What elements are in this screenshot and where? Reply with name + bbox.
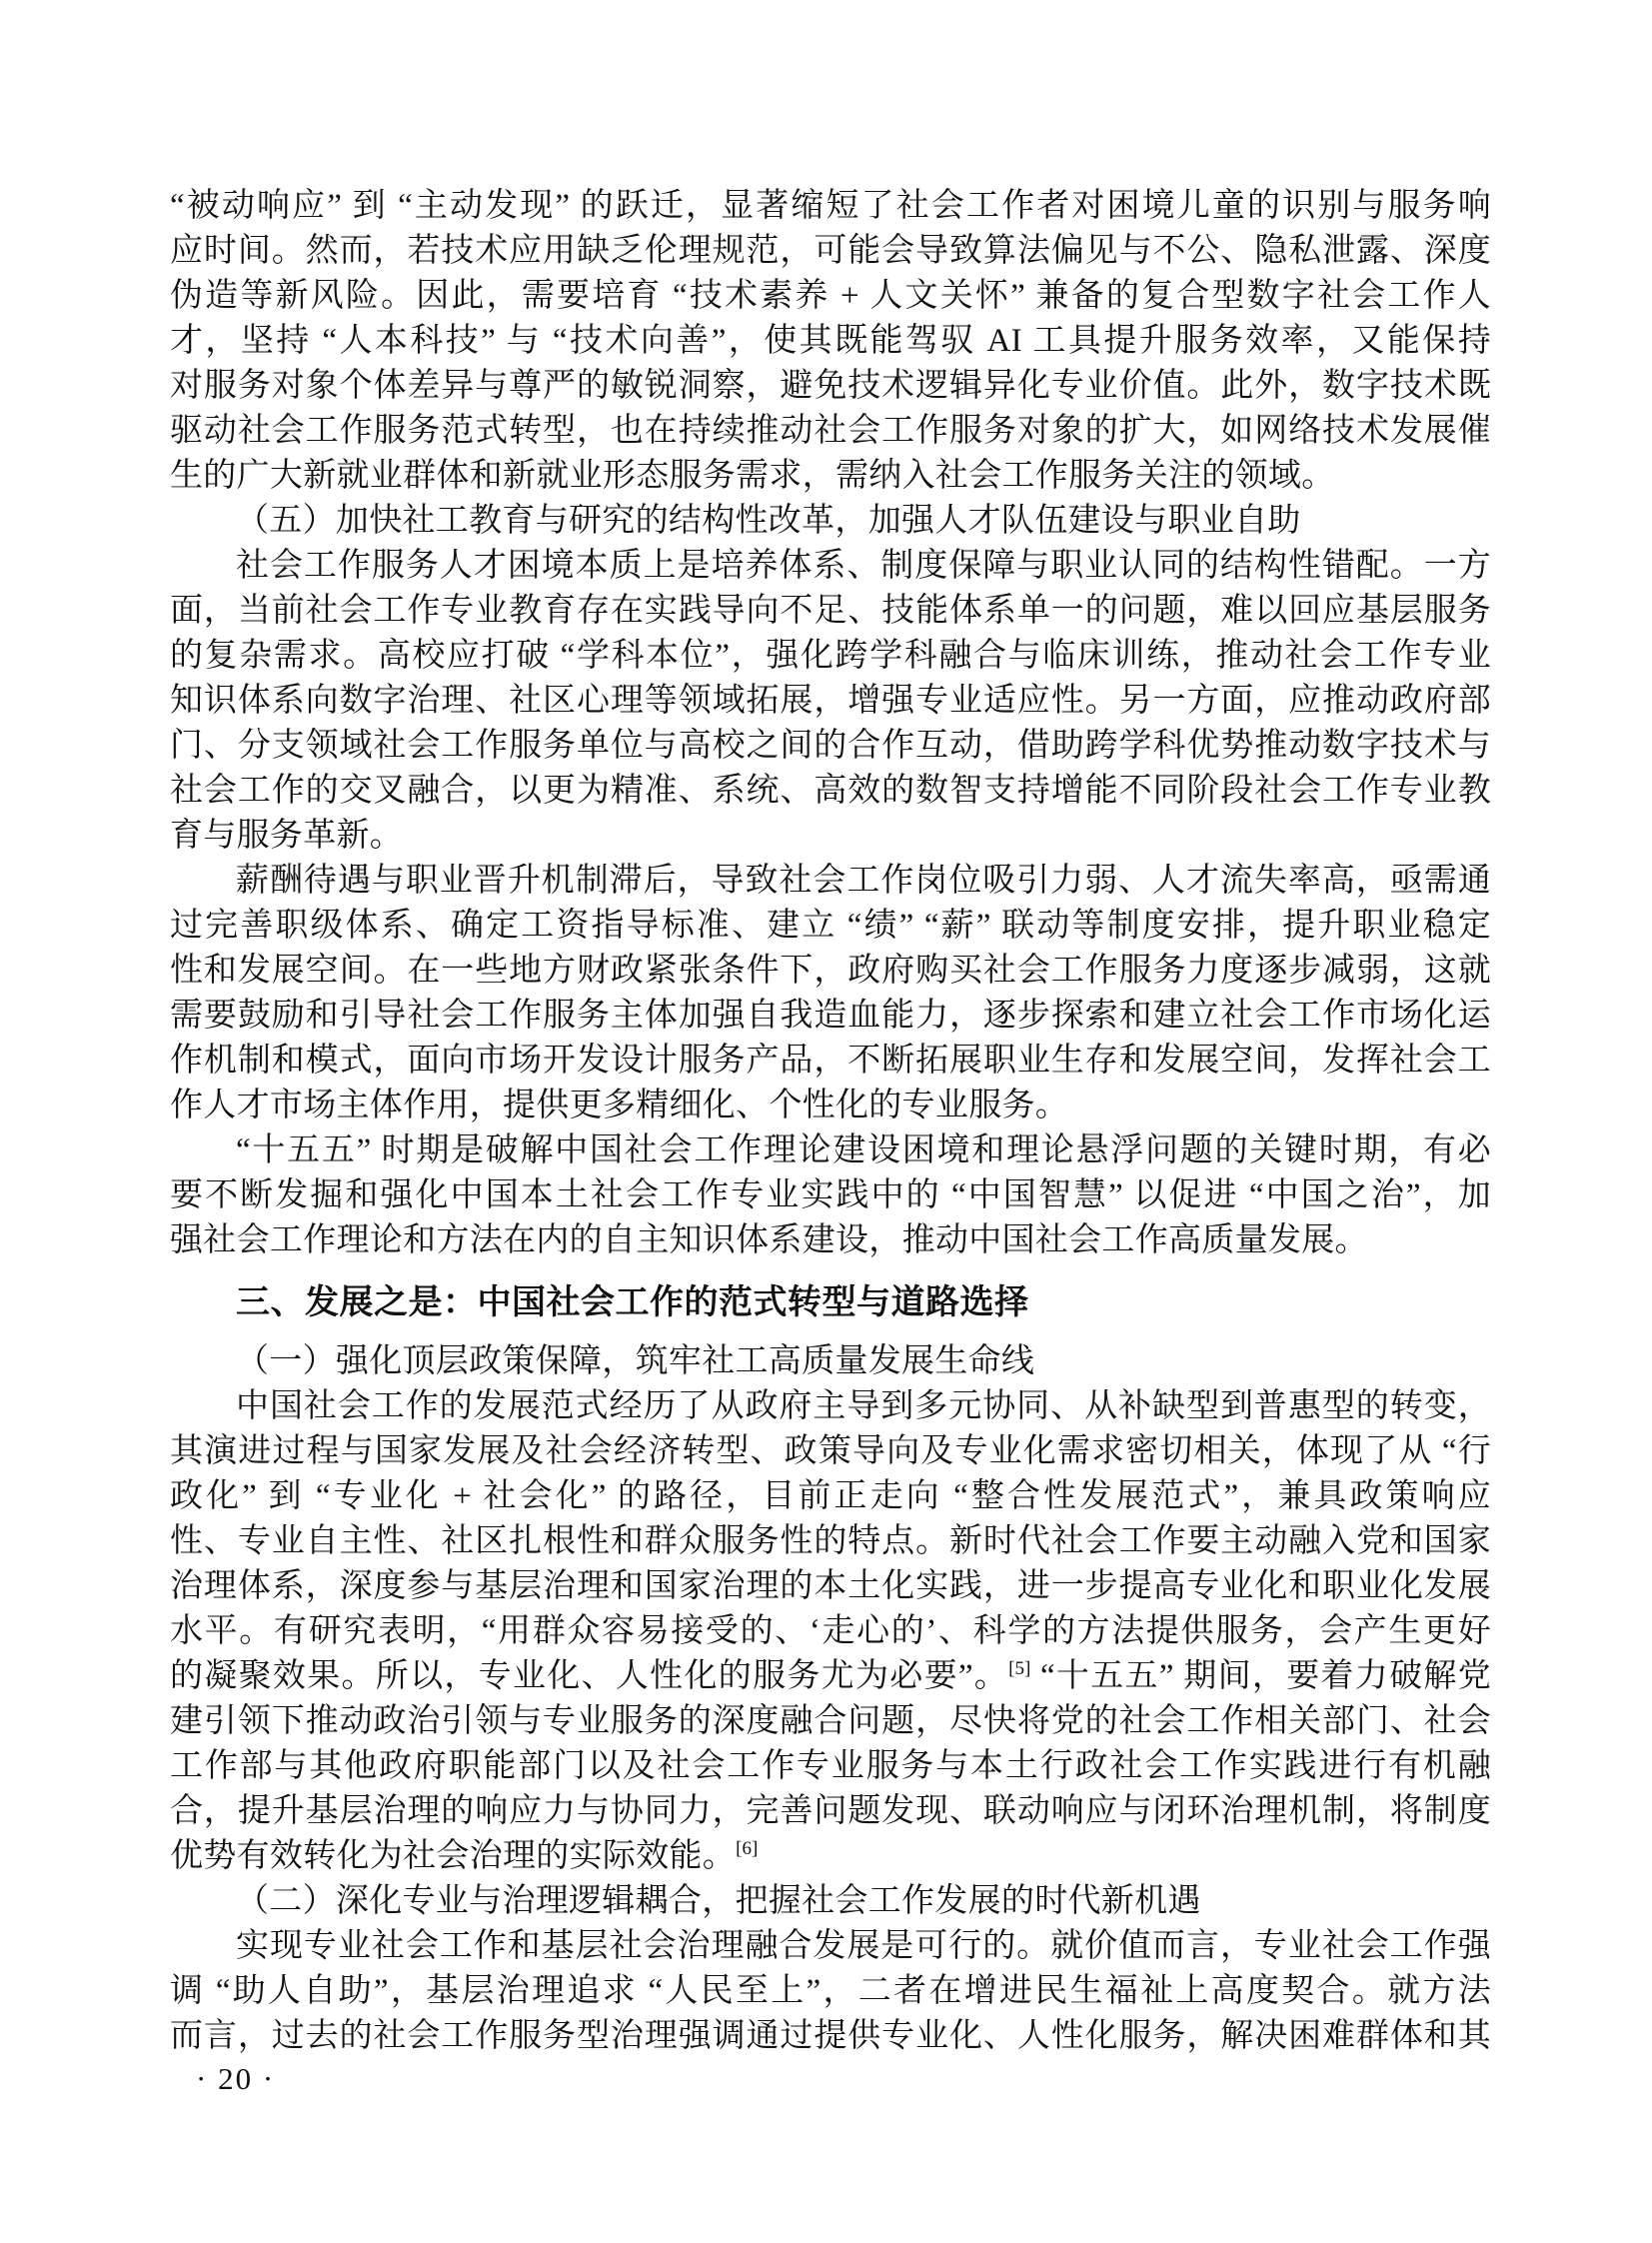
text-line: 调 “助人自助”，基层治理追求 “人民至上”，二者在增进民生福祉上高度契合。就方法 — [170, 1973, 1491, 2009]
text-line: 门、分支领域社会工作服务单位与高校之间的合作互动，借助跨学科优势推动数字技术与 — [170, 728, 1491, 764]
text-line: 合，提升基层治理的响应力与协同力，完善问题发现、联动响应与闭环治理机制，将制度 — [170, 1793, 1491, 1829]
text-line: 其演进过程与国家发展及社会经济转型、政策导向及专业化需求密切相关，体现了从 “行 — [170, 1433, 1491, 1469]
text-line: 生的广大新就业群体和新就业形态服务需求，需纳入社会工作服务关注的领域。 — [170, 458, 1335, 494]
text-line: 而言，过去的社会工作服务型治理强调通过提供专业化、人性化服务，解决困难群体和其 — [170, 2018, 1491, 2054]
text-line: 驱动社会工作服务范式转型，也在持续推动社会工作服务对象的扩大，如网络技术发展催 — [170, 413, 1491, 449]
footnote-ref: [5] — [1008, 1658, 1031, 1679]
page-number: · 20 · — [196, 2061, 276, 2096]
paragraph — [170, 859, 1491, 1128]
text-line: 面，当前社会工作专业教育存在实践导向不足、技能体系单一的问题，难以回应基层服务 — [170, 593, 1491, 629]
text-line: 强社会工作理论和方法在内的自主知识体系建设，推动中国社会工作高质量发展。 — [170, 1222, 1368, 1258]
text-line: 育与服务革新。 — [170, 818, 404, 854]
text-line: 优势有效转化为社会治理的实际效能。[6] — [170, 1838, 759, 1874]
paragraph — [170, 1128, 1491, 1263]
paragraph — [170, 184, 1491, 499]
text-line: 实现专业社会工作和基层社会治理融合发展是可行的。就价值而言，专业社会工作强 — [236, 1928, 1491, 1964]
text-line: 作机制和模式，面向市场开发设计服务产品，不断拓展职业生存和发展空间，发挥社会工 — [170, 1043, 1491, 1079]
sub-heading: （一）强化顶层政策保障，筑牢社工高质量发展生命线 — [236, 1343, 1035, 1379]
text-line: 性和发展空间。在一些地方财政紧张条件下，政府购买社会工作服务力度逐步减弱，这就 — [170, 953, 1491, 989]
paragraph — [170, 1924, 1491, 2059]
sub-heading: （五）加快社工教育与研究的结构性改革，加强人才队伍建设与职业自助 — [236, 503, 1301, 539]
paragraph — [170, 1384, 1491, 1879]
text-line: 要不断发掘和强化中国本土社会工作专业实践中的 “中国智慧” 以促进 “中国之治”，加 — [170, 1177, 1491, 1213]
paragraph — [170, 544, 1491, 859]
text-line: 水平。有研究表明，“用群众容易接受的、‘走心的’、科学的方法提供服务，会产生更好 — [170, 1613, 1491, 1649]
text-line: 中国社会工作的发展范式经历了从政府主导到多元协同、从补缺型到普惠型的转变， — [236, 1388, 1491, 1424]
text-line: “十五五” 时期是破解中国社会工作理论建设困境和理论悬浮问题的关键时期，有必 — [236, 1132, 1491, 1168]
text-line: 应时间。然而，若技术应用缺乏伦理规范，可能会导致算法偏见与不公、隐私泄露、深度 — [170, 233, 1491, 269]
text-line: 伪造等新风险。因此，需要培育 “技术素养 + 人文关怀” 兼备的复合型数字社会工作人 — [170, 278, 1491, 314]
text-line: 才，坚持 “人本科技” 与 “技术向善”，使其既能驾驭 AI 工具提升服务效率，又能保持 — [170, 323, 1491, 359]
text-line: 对服务对象个体差异与尊严的敏锐洞察，避免技术逻辑异化专业价值。此外，数字技术既 — [170, 368, 1491, 404]
footnote-ref: [6] — [736, 1838, 759, 1859]
text-line: 薪酬待遇与职业晋升机制滞后，导致社会工作岗位吸引力弱、人才流失率高，亟需通 — [236, 863, 1491, 899]
text-line: 知识体系向数字治理、社区心理等领域拓展，增强专业适应性。另一方面，应推动政府部 — [170, 683, 1491, 719]
text-line: 社会工作服务人才困境本质上是培养体系、制度保障与职业认同的结构性错配。一方 — [236, 548, 1491, 584]
text-line: 治理体系，深度参与基层治理和国家治理的本土化实践，进一步提高专业化和职业化发展 — [170, 1568, 1491, 1604]
text-line: 作人才市场主体作用，提供更多精细化、个性化的专业服务。 — [170, 1088, 1069, 1123]
text-line: 的复杂需求。高校应打破 “学科本位”，强化跨学科融合与临床训练，推动社会工作专业 — [170, 638, 1491, 674]
text-line: 过完善职级体系、确定工资指导标准、建立 “绩” “薪” 联动等制度安排，提升职业稳定 — [170, 908, 1491, 944]
sub-heading: （二）深化专业与治理逻辑耦合，把握社会工作发展的时代新机遇 — [236, 1883, 1201, 1919]
text-line: “被动响应” 到 “主动发现” 的跃迁，显著缩短了社会工作者对困境儿童的识别与服务响 — [170, 188, 1491, 224]
text-line: 性、专业自主性、社区扎根性和群众服务性的特点。新时代社会工作要主动融入党和国家 — [170, 1523, 1491, 1559]
text-line: 政化” 到 “专业化 + 社会化” 的路径，目前正走向 “整合性发展范式”，兼具政策响应 — [170, 1478, 1491, 1514]
text-line: 社会工作的交叉融合，以更为精准、系统、高效的数智支持增能不同阶段社会工作专业教 — [170, 773, 1491, 809]
text-line: 工作部与其他政府职能部门以及社会工作专业服务与本土行政社会工作实践进行有机融 — [170, 1748, 1491, 1784]
text-line: 建引领下推动政治引领与专业服务的深度融合问题，尽快将党的社会工作相关部门、社会 — [170, 1703, 1491, 1739]
text-line: 的凝聚效果。所以，专业化、人性化的服务尤为必要”。[5] “十五五” 期间，要着力破解党 — [170, 1658, 1491, 1694]
section-heading: 三、发展之是：中国社会工作的范式转型与道路选择 — [236, 1283, 1029, 1321]
text-column — [170, 184, 1491, 2059]
text-line: 需要鼓励和引导社会工作服务主体加强自我造血能力，逐步探索和建立社会工作市场化运 — [170, 998, 1491, 1034]
